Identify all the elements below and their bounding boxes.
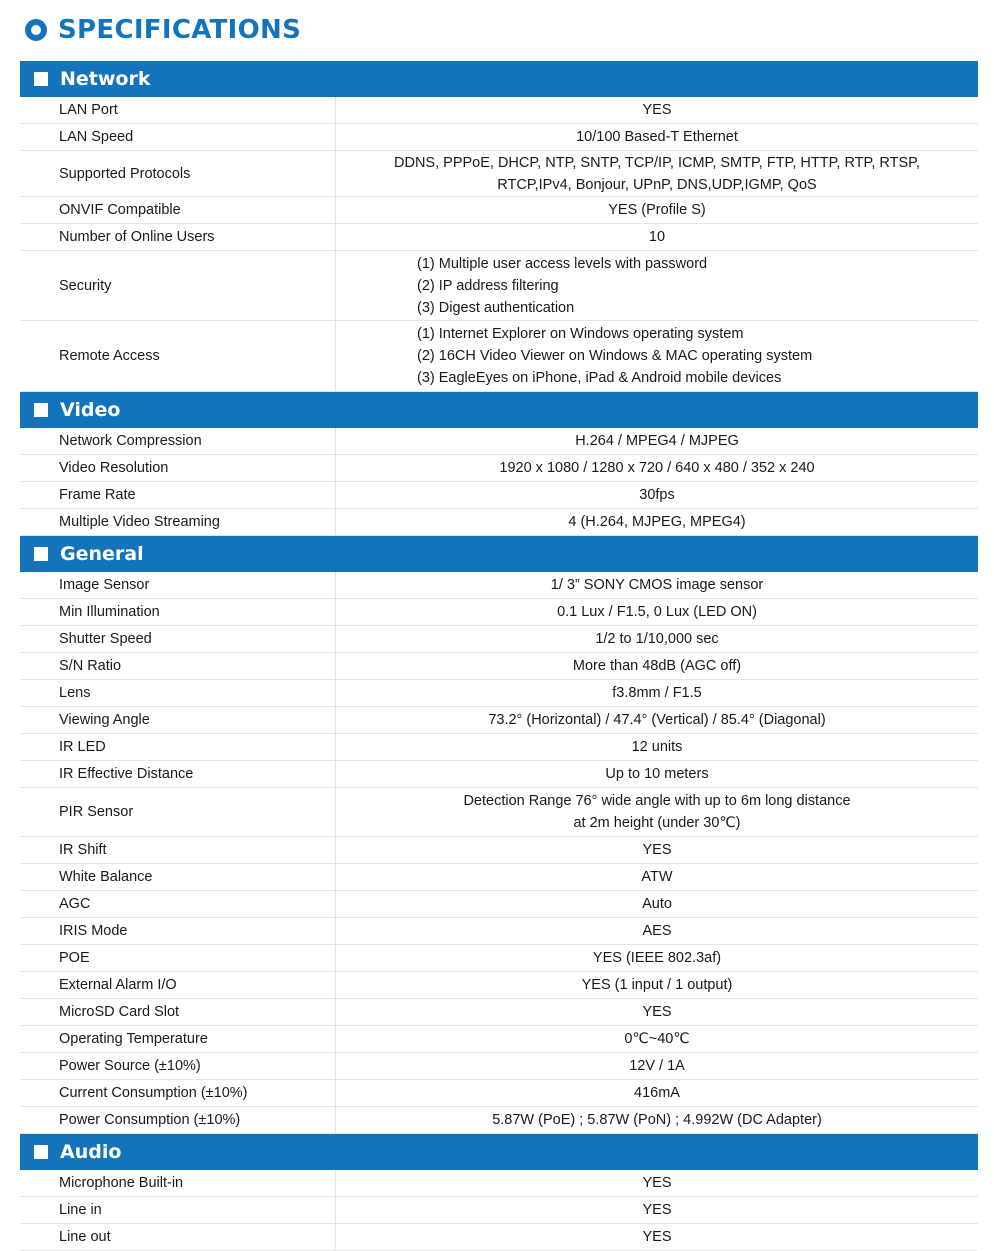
spec-label: Min Illumination bbox=[20, 599, 336, 625]
spec-value-line: Auto bbox=[642, 896, 672, 912]
spec-value-line: (2) 16CH Video Viewer on Windows & MAC operating system bbox=[417, 348, 813, 364]
spec-value bbox=[336, 124, 978, 150]
section-title: Video bbox=[60, 399, 121, 421]
spec-row bbox=[20, 1197, 978, 1224]
spec-label: IR Shift bbox=[20, 837, 336, 863]
spec-value-line: 5.87W (PoE) ; 5.87W (PoN) ; 4.992W (DC Adapter) bbox=[492, 1112, 822, 1128]
spec-value bbox=[336, 321, 978, 391]
spec-value bbox=[336, 680, 978, 706]
spec-label: Remote Access bbox=[20, 321, 336, 391]
spec-label: MicroSD Card Slot bbox=[20, 999, 336, 1025]
spec-value-line: YES (IEEE 802.3af) bbox=[592, 950, 722, 966]
spec-label: Security bbox=[20, 251, 336, 320]
spec-value-line: 10/100 Based-T Ethernet bbox=[576, 129, 738, 145]
spec-label: Multiple Video Streaming bbox=[20, 509, 336, 535]
spec-label: Lens bbox=[20, 680, 336, 706]
spec-label: Current Consumption (±10%) bbox=[20, 1080, 336, 1106]
spec-value-line: 10 bbox=[648, 229, 666, 245]
specifications-table bbox=[20, 61, 978, 1251]
spec-value-line: 12V / 1A bbox=[629, 1058, 685, 1074]
spec-value bbox=[336, 428, 978, 454]
spec-row bbox=[20, 1026, 978, 1053]
section-header-audio bbox=[20, 1134, 978, 1170]
spec-label: ONVIF Compatible bbox=[20, 197, 336, 223]
section-title: General bbox=[60, 543, 144, 565]
spec-row bbox=[20, 124, 978, 151]
spec-row bbox=[20, 972, 978, 999]
spec-value bbox=[336, 1224, 978, 1250]
spec-row bbox=[20, 251, 978, 321]
section-header-network bbox=[20, 61, 978, 97]
square-bullet-icon bbox=[34, 403, 48, 417]
spec-label: PIR Sensor bbox=[20, 788, 336, 836]
spec-row bbox=[20, 224, 978, 251]
spec-label: Line in bbox=[20, 1197, 336, 1223]
spec-value-line: YES bbox=[642, 842, 672, 858]
spec-value-line: 1920 x 1080 / 1280 x 720 / 640 x 480 / 352 x 240 bbox=[499, 460, 815, 476]
spec-row bbox=[20, 321, 978, 392]
spec-value-line: YES bbox=[642, 1004, 672, 1020]
spec-label: Shutter Speed bbox=[20, 626, 336, 652]
spec-value bbox=[336, 891, 978, 917]
spec-value-line: 4 (H.264, MJPEG, MPEG4) bbox=[568, 514, 746, 530]
spec-row bbox=[20, 918, 978, 945]
spec-value-line: H.264 / MPEG4 / MJPEG bbox=[575, 433, 739, 449]
spec-value bbox=[336, 1026, 978, 1052]
spec-value-line: (1) Multiple user access levels with password bbox=[417, 255, 708, 272]
spec-value bbox=[336, 1053, 978, 1079]
spec-row bbox=[20, 945, 978, 972]
spec-value-line: Detection Range 76° wide angle with up to 6m long distance bbox=[463, 793, 851, 809]
spec-value-line: YES bbox=[642, 1175, 672, 1191]
spec-value bbox=[336, 761, 978, 787]
square-bullet-icon bbox=[34, 547, 48, 561]
spec-value bbox=[336, 734, 978, 760]
spec-value-line: 30fps bbox=[639, 487, 675, 503]
spec-row bbox=[20, 1170, 978, 1197]
spec-value bbox=[336, 1170, 978, 1196]
section-title: Network bbox=[60, 68, 151, 90]
spec-row bbox=[20, 864, 978, 891]
spec-row bbox=[20, 1107, 978, 1134]
spec-value-line: 12 units bbox=[631, 739, 683, 755]
section-header-video bbox=[20, 392, 978, 428]
spec-row bbox=[20, 734, 978, 761]
spec-value bbox=[336, 97, 978, 123]
spec-label: IR Effective Distance bbox=[20, 761, 336, 787]
spec-label: Image Sensor bbox=[20, 572, 336, 598]
spec-label: POE bbox=[20, 945, 336, 971]
spec-value bbox=[336, 251, 978, 320]
spec-value bbox=[336, 788, 978, 836]
spec-value-line: YES (Profile S) bbox=[608, 202, 706, 218]
spec-row bbox=[20, 761, 978, 788]
spec-label: Video Resolution bbox=[20, 455, 336, 481]
spec-label: IRIS Mode bbox=[20, 918, 336, 944]
section-title: Audio bbox=[60, 1141, 122, 1163]
spec-row bbox=[20, 572, 978, 599]
spec-row bbox=[20, 97, 978, 124]
spec-value bbox=[336, 599, 978, 625]
spec-label: Power Consumption (±10%) bbox=[20, 1107, 336, 1133]
spec-label: S/N Ratio bbox=[20, 653, 336, 679]
spec-value bbox=[336, 455, 978, 481]
page-title-text: SPECIFICATIONS bbox=[58, 15, 302, 45]
spec-value-line: Up to 10 meters bbox=[605, 766, 709, 782]
spec-label: Number of Online Users bbox=[20, 224, 336, 250]
spec-value bbox=[336, 482, 978, 508]
spec-value-line: YES bbox=[642, 102, 672, 118]
spec-label: Viewing Angle bbox=[20, 707, 336, 733]
spec-row bbox=[20, 428, 978, 455]
spec-value-line: RTCP,IPv4, Bonjour, UPnP, DNS,UDP,IGMP, QoS bbox=[497, 176, 817, 193]
spec-value bbox=[336, 151, 978, 196]
spec-value-line: at 2m height (under 30℃) bbox=[573, 815, 741, 831]
spec-row bbox=[20, 999, 978, 1026]
spec-value-line: 1/2 to 1/10,000 sec bbox=[595, 631, 719, 647]
spec-value bbox=[336, 918, 978, 944]
section-network bbox=[20, 61, 978, 392]
spec-value-line: (1) Internet Explorer on Windows operating system bbox=[417, 326, 744, 342]
spec-value bbox=[336, 224, 978, 250]
spec-row bbox=[20, 151, 978, 197]
spec-label: LAN Port bbox=[20, 97, 336, 123]
spec-row bbox=[20, 626, 978, 653]
spec-value bbox=[336, 509, 978, 535]
spec-row bbox=[20, 197, 978, 224]
spec-value bbox=[336, 837, 978, 863]
spec-row bbox=[20, 1224, 978, 1251]
spec-value-line: YES bbox=[642, 1229, 672, 1245]
spec-value-line: (2) IP address filtering bbox=[417, 277, 559, 294]
spec-label: Network Compression bbox=[20, 428, 336, 454]
circle-bullet-icon bbox=[25, 19, 47, 41]
spec-value bbox=[336, 864, 978, 890]
spec-value bbox=[336, 197, 978, 223]
spec-value-line: f3.8mm / F1.5 bbox=[612, 685, 702, 701]
section-video bbox=[20, 392, 978, 536]
spec-value bbox=[336, 945, 978, 971]
spec-label: AGC bbox=[20, 891, 336, 917]
spec-value bbox=[336, 707, 978, 733]
spec-value-line: ATW bbox=[641, 869, 673, 885]
section-audio bbox=[20, 1134, 978, 1251]
spec-value-line: DDNS, PPPoE, DHCP, NTP, SNTP, TCP/IP, ICMP, SMTP, FTP, HTTP, RTP, RTSP, bbox=[394, 154, 920, 171]
spec-row bbox=[20, 482, 978, 509]
spec-value-line: (3) EagleEyes on iPhone, iPad & Android mobile devices bbox=[417, 370, 782, 386]
spec-value-line: 1/ 3” SONY CMOS image sensor bbox=[550, 577, 764, 593]
spec-row bbox=[20, 837, 978, 864]
spec-label: Power Source (±10%) bbox=[20, 1053, 336, 1079]
spec-row bbox=[20, 1080, 978, 1107]
spec-label: Line out bbox=[20, 1224, 336, 1250]
spec-value bbox=[336, 1107, 978, 1133]
spec-value-line: 0.1 Lux / F1.5, 0 Lux (LED ON) bbox=[557, 604, 757, 620]
spec-value-line: 0℃~40℃ bbox=[624, 1031, 690, 1047]
spec-value bbox=[336, 572, 978, 598]
spec-row bbox=[20, 1053, 978, 1080]
spec-label: Frame Rate bbox=[20, 482, 336, 508]
spec-value-line: YES (1 input / 1 output) bbox=[581, 977, 733, 993]
spec-label: Supported Protocols bbox=[20, 151, 336, 196]
spec-value-line: 73.2° (Horizontal) / 47.4° (Vertical) / 85.4° (Diagonal) bbox=[488, 712, 826, 728]
square-bullet-icon bbox=[34, 72, 48, 86]
spec-row bbox=[20, 891, 978, 918]
spec-value-line: AES bbox=[642, 923, 672, 939]
square-bullet-icon bbox=[34, 1145, 48, 1159]
spec-value bbox=[336, 1197, 978, 1223]
spec-value bbox=[336, 1080, 978, 1106]
spec-row bbox=[20, 707, 978, 734]
spec-row bbox=[20, 455, 978, 482]
spec-value bbox=[336, 626, 978, 652]
section-general bbox=[20, 536, 978, 1134]
spec-value-line: 416mA bbox=[634, 1085, 680, 1101]
spec-label: IR LED bbox=[20, 734, 336, 760]
spec-label: White Balance bbox=[20, 864, 336, 890]
spec-value-line: YES bbox=[642, 1202, 672, 1218]
spec-value bbox=[336, 653, 978, 679]
spec-label: External Alarm I/O bbox=[20, 972, 336, 998]
spec-value bbox=[336, 999, 978, 1025]
spec-value-line: (3) Digest authentication bbox=[417, 299, 575, 316]
spec-label: LAN Speed bbox=[20, 124, 336, 150]
page-title bbox=[25, 12, 301, 48]
spec-label: Operating Temperature bbox=[20, 1026, 336, 1052]
spec-row bbox=[20, 509, 978, 536]
spec-row bbox=[20, 788, 978, 837]
spec-row bbox=[20, 599, 978, 626]
spec-value bbox=[336, 972, 978, 998]
spec-label: Microphone Built-in bbox=[20, 1170, 336, 1196]
spec-row bbox=[20, 653, 978, 680]
spec-row bbox=[20, 680, 978, 707]
spec-value-line: More than 48dB (AGC off) bbox=[572, 658, 742, 674]
section-header-general bbox=[20, 536, 978, 572]
